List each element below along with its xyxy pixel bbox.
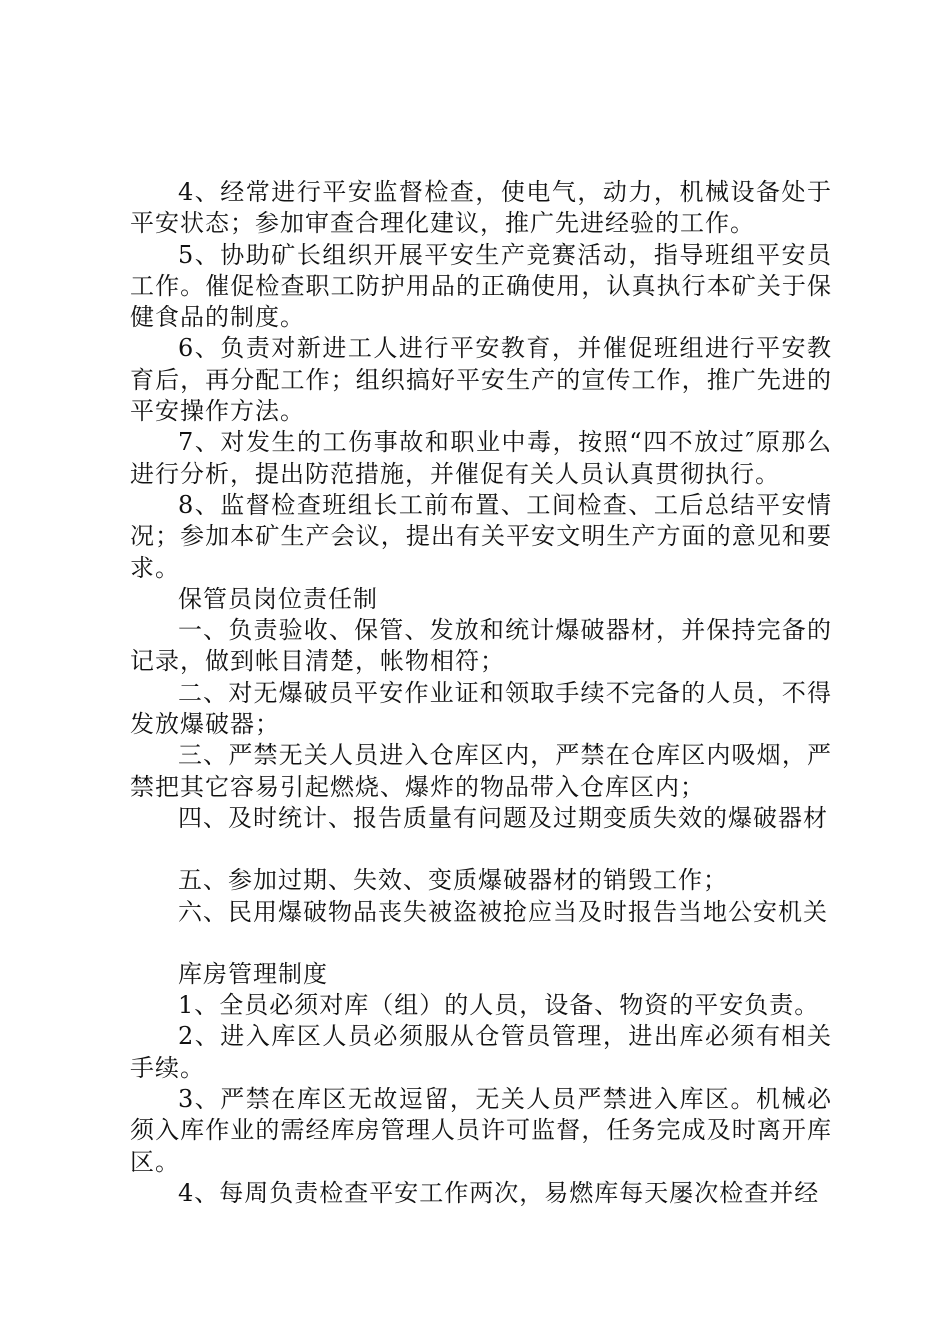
document-body [130, 177, 832, 1209]
section-heading-warehouse: 库房管理制度 [178, 959, 328, 988]
section-heading-custodian: 保管员岗位责任制 [178, 584, 378, 613]
warehouse-rule-2: 2、进入库区人员必须服从仓管员管理，进出库必须有相关手续。 [130, 1022, 832, 1082]
warehouse-rule-4: 4、每周负责检查平安工作两次，易燃库每天屡次检查并经 [178, 1178, 820, 1207]
custodian-duty-6: 六、民用爆破物品丧失被盗被抢应当及时报告当地公安机关 [178, 897, 828, 926]
paragraph-item-5: 5、协助矿长组织开展平安生产竞赛活动，指导班组平安员工作。催促检查职工防护用品的正确使用，认真执行本矿关于保健食品的制度。 [130, 240, 832, 332]
custodian-duty-2: 二、对无爆破员平安作业证和领取手续不完备的人员，不得发放爆破器； [130, 678, 832, 739]
paragraph-item-7: 7、对发生的工伤事故和职业中毒，按照“四不放过″原那么进行分析，提出防范措施，并催促有关人员认真贯彻执行。 [130, 428, 832, 488]
paragraph-item-6: 6、负责对新进工人进行平安教育，并催促班组进行平安教育后，再分配工作；组织搞好平安生产的宣传工作，推广先进的平安操作方法。 [130, 334, 832, 426]
custodian-duty-4: 四、及时统计、报告质量有问题及过期变质失效的爆破器材 [178, 803, 828, 832]
custodian-duty-5: 五、参加过期、失效、变质爆破器材的销毁工作； [178, 866, 728, 895]
paragraph-item-4: 4、经常进行平安监督检查，使电气，动力，机械设备处于平安状态；参加审查合理化建议，推广先进经验的工作。 [130, 178, 832, 238]
custodian-duty-1: 一、负责验收、保管、发放和统计爆破器材，并保持完备的记录，做到帐目清楚，帐物相符； [130, 616, 832, 676]
warehouse-rule-1: 1、全员必须对库（组）的人员，设备、物资的平安负责。 [178, 991, 820, 1020]
warehouse-rule-3: 3、严禁在库区无故逗留，无关人员严禁进入库区。机械必须入库作业的需经库房管理人员许可监督，任务完成及时离开库区。 [130, 1085, 832, 1176]
paragraph-item-8: 8、监督检查班组长工前布置、工间检查、工后总结平安情况；参加本矿生产会议，提出有关平安文明生产方面的意见和要求。 [130, 490, 832, 582]
custodian-duty-3: 三、严禁无关人员进入仓库区内，严禁在仓库区内吸烟，严禁把其它容易引起燃烧、爆炸的物品带入仓库区内； [130, 741, 832, 801]
